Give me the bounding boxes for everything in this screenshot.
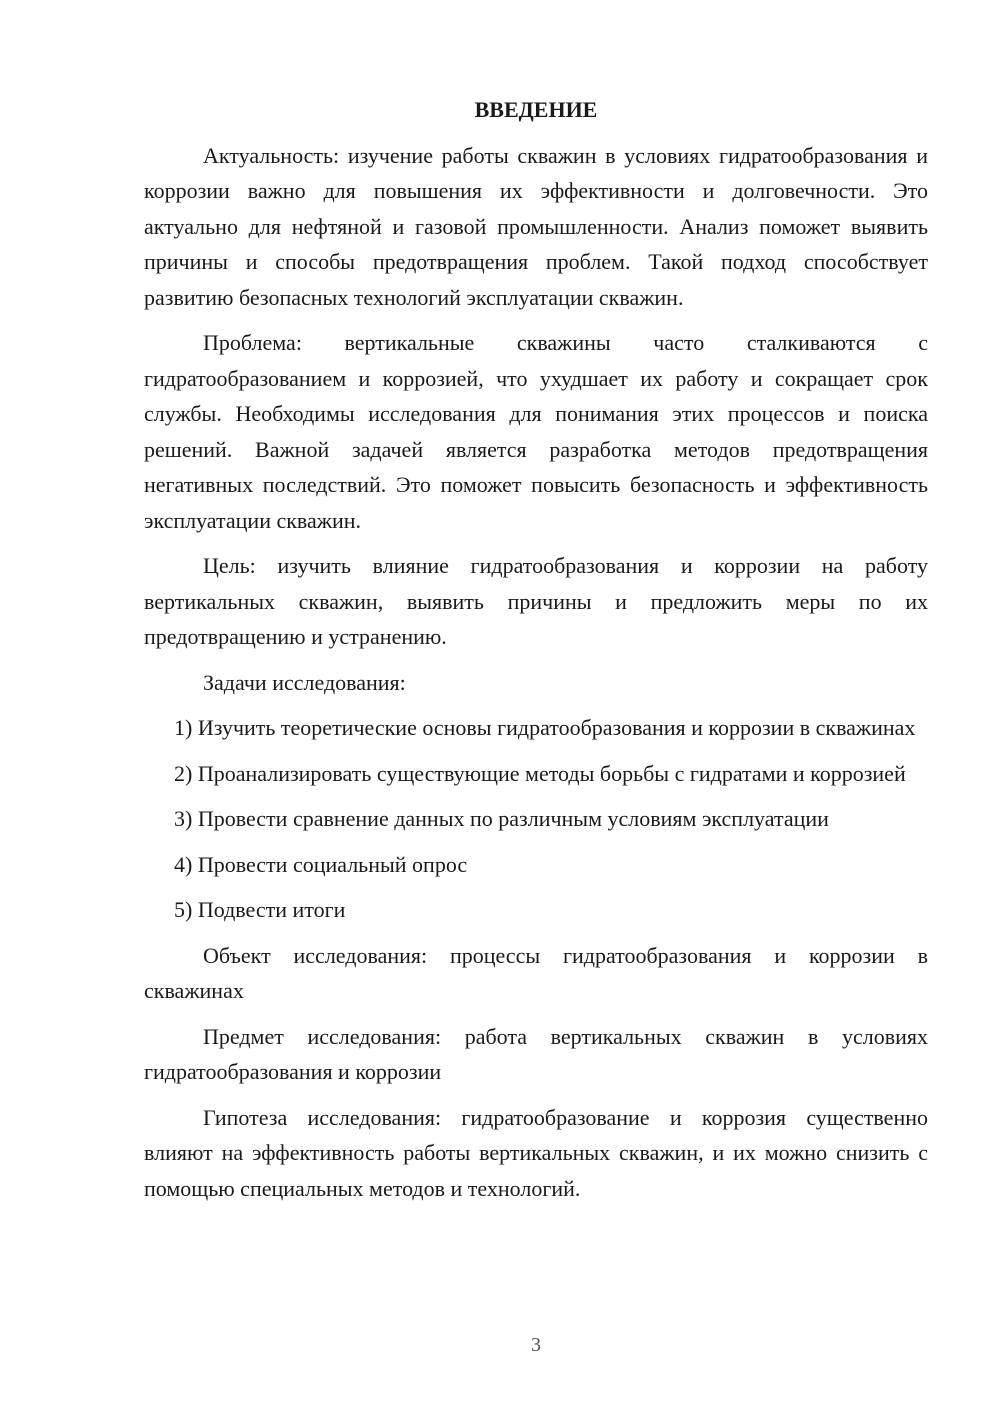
- list-item: 3) Провести сравнение данных по различным условиям эксплуатации: [174, 806, 829, 831]
- page-title: ВВЕДЕНИЕ: [474, 97, 598, 122]
- page-number: 3: [531, 1334, 541, 1356]
- paragraph-hypothesis: Гипотеза исследования: гидратообразование и коррозия существенно влияют на эффективность работы вертикальных скважин, и их можно снизить с помощью специальных методов и технологий.: [144, 1104, 928, 1201]
- list-item: 2) Проанализировать существующие методы борьбы с гидратами и коррозией: [174, 760, 906, 786]
- paragraph-problem: Проблема: вертикальные скважины часто сталкиваются с гидратообразованием и коррозией, что ухудшает их работу и сокращает срок службы. Необходимы исследования для понимания этих процессов и поиска решений. Важной задачей является разработка методов предотвращения негативных последствий. Это поможет повысить безопасность и эффективность эксплуатации скважин.: [144, 330, 928, 533]
- list-item: 1) Изучить теоретические основы гидратообразования и коррозии в скважинах: [174, 715, 916, 740]
- paragraph-relevance: Актуальность: изучение работы скважин в условиях гидратообразования и коррозии важно для повышения их эффективности и долговечности. Это актуально для нефтяной и газовой промышленности. Анализ поможет выявить причины и способы предотвращения проблем. Такой подход способствует развитию безопасных технологий эксплуатации скважин.: [144, 142, 928, 310]
- paragraph-goal: Цель: изучить влияние гидратообразования и коррозии на работу вертикальных скважин, выявить причины и предложить меры по их предотвращению и устранению.: [144, 553, 928, 649]
- paragraph-object: Объект исследования: процессы гидратообразования и коррозии в скважинах: [144, 942, 928, 1003]
- paragraph-subject: Предмет исследования: работа вертикальных скважин в условиях гидратообразования и коррозии: [144, 1023, 928, 1084]
- list-item: 5) Подвести итоги: [174, 897, 346, 922]
- page-content: [144, 92, 928, 1216]
- tasks-heading: Задачи исследования:: [203, 669, 406, 695]
- list-item: 4) Провести социальный опрос: [174, 851, 468, 877]
